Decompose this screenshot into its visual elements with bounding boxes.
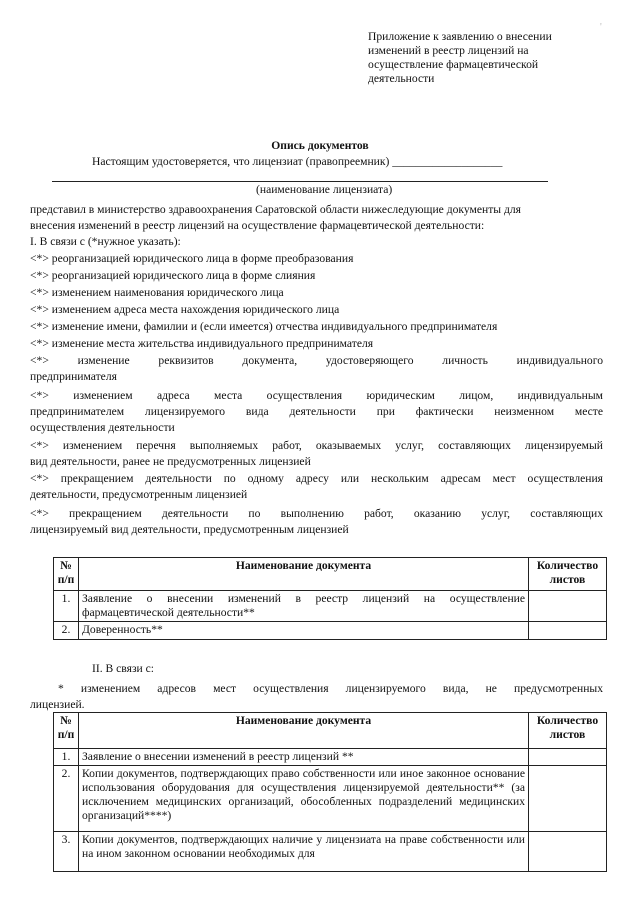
reason-item: <*> прекращением деятельности по выполнению работ, оказанию услуг, составляющих <box>30 507 603 520</box>
row-number: 2. <box>54 766 79 832</box>
document-name: Копии документов, подтверждающих наличие у лицензиата на праве собственности или на ином законном основании необходимых для <box>79 832 529 872</box>
table-row <box>54 749 607 766</box>
certify-line: Настоящим удостоверяется, что лицензиат (правопреемник) ___________________ <box>92 155 503 168</box>
reason-item-cont: деятельности, предусмотренным лицензией <box>30 488 248 501</box>
reason-item-cont: вид деятельности, ранее не предусмотренных лицензией <box>30 455 311 468</box>
reason-item-cont: лицензируемый вид деятельности, предусмотренным лицензией <box>30 523 349 536</box>
reason-item: <*> изменение имени, фамилии и (если имеется) отчества индивидуального предпринимателя <box>30 320 498 333</box>
sheet-count <box>529 766 607 832</box>
sheet-count <box>529 832 607 872</box>
table-header-row <box>54 713 607 749</box>
reason-item: <*> изменением наименования юридического лица <box>30 286 284 299</box>
reason-item: <*> реорганизацией юридического лица в форме слияния <box>30 269 316 282</box>
column-name-header: Наименование документа <box>79 558 529 591</box>
intro-text: внесения изменений в реестр лицензий на осуществление фармацевтической деятельности: <box>30 219 485 232</box>
reason-item: <*> изменением перечня выполняемых работ, оказываемых услуг, составляющих лицензируемый <box>30 439 603 452</box>
appendix-line: Приложение к заявлению о внесении <box>368 30 552 43</box>
section-1-heading: I. В связи с (*нужное указать): <box>30 235 181 248</box>
reason-item: <*> изменением адреса места нахождения юридического лица <box>30 303 340 316</box>
section-2-subheading-cont: лицензией. <box>30 698 85 711</box>
column-count-header: Количество листов <box>529 558 607 591</box>
reason-item-cont: осуществления деятельности <box>30 421 175 434</box>
section-2-subheading: * изменением адресов мест осуществления лицензируемого вида, не предусмотренных <box>58 682 603 695</box>
intro-text: представил в министерство здравоохранения Саратовской области нижеследующие документы для <box>30 203 521 216</box>
appendix-line: изменений в реестр лицензий на <box>368 44 529 57</box>
column-count-header: Количество листов <box>529 713 607 749</box>
corner-mark: ' <box>600 22 602 33</box>
sheet-count <box>529 591 607 622</box>
sheet-count <box>529 749 607 766</box>
column-name-header: Наименование документа <box>79 713 529 749</box>
document-name: Заявление о внесении изменений в реестр лицензий ** <box>79 749 529 766</box>
table-row <box>54 832 607 872</box>
reason-item-cont: предпринимателя <box>30 370 117 383</box>
row-number: 1. <box>54 591 79 622</box>
licensee-caption: (наименование лицензиата) <box>256 183 393 196</box>
licensee-name-line <box>52 181 548 182</box>
sheet-count <box>529 622 607 640</box>
table-row <box>54 622 607 640</box>
document-name: Заявление о внесении изменений в реестр лицензий на осуществление фармацевтической деятельности** <box>79 591 529 622</box>
reason-item: <*> реорганизацией юридического лица в форме преобразования <box>30 252 354 265</box>
document-name: Копии документов, подтверждающих право собственности или иное законное основание использования оборудования для осуществления лицензируемой деятельности** (за исключением медицинских организаций, обособленных подразделений медицинских организаций****) <box>79 766 529 832</box>
documents-table-1 <box>53 557 607 640</box>
column-number-header: № п/п <box>54 713 79 749</box>
page-title: Опись документов <box>271 139 369 152</box>
table-row <box>54 591 607 622</box>
section-2-heading: II. В связи с: <box>92 662 154 675</box>
row-number: 1. <box>54 749 79 766</box>
row-number: 2. <box>54 622 79 640</box>
documents-table-2 <box>53 712 607 872</box>
reason-item: <*> изменение реквизитов документа, удостоверяющего личность индивидуального <box>30 354 603 367</box>
column-number-header: № п/п <box>54 558 79 591</box>
row-number: 3. <box>54 832 79 872</box>
table-header-row <box>54 558 607 591</box>
reason-item-cont: предпринимателем лицензируемого вида деятельности при фактически неизменном месте <box>30 405 603 418</box>
appendix-line: деятельности <box>368 72 435 85</box>
reason-item: <*> изменением адреса места осуществления юридическим лицом, индивидуальным <box>30 389 603 402</box>
reason-item: <*> прекращением деятельности по одному адресу или нескольким адресам мест осуществления <box>30 472 603 485</box>
table-row <box>54 766 607 832</box>
reason-item: <*> изменение места жительства индивидуального предпринимателя <box>30 337 374 350</box>
document-name: Доверенность** <box>79 622 529 640</box>
appendix-line: осуществление фармацевтической <box>368 58 539 71</box>
appendix-note <box>368 30 552 86</box>
